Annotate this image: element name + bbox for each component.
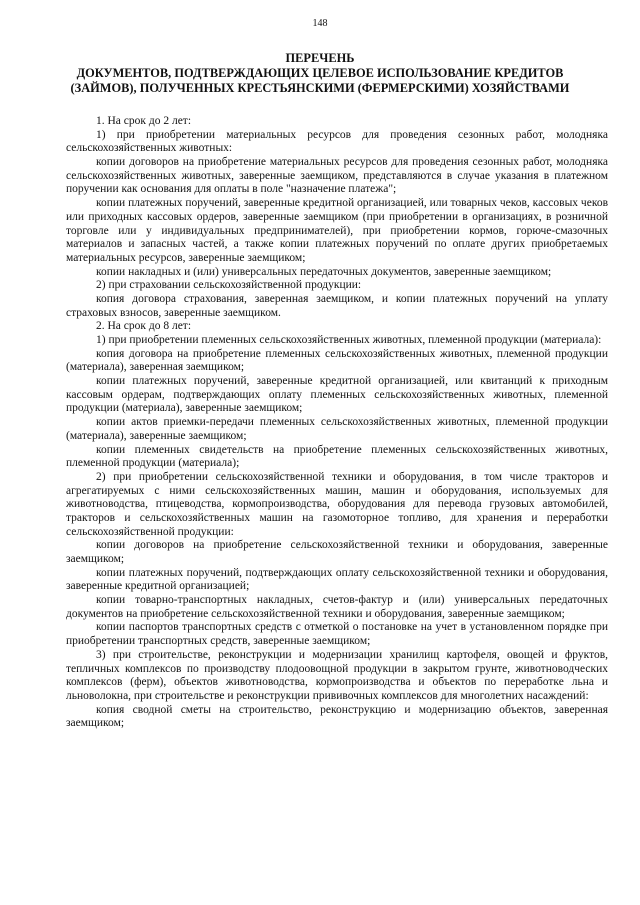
paragraph: копии паспортов транспортных средств с отметкой о постановке на учет в установленном порядке при приобретении транспортных средств, заверенные заемщиком; xyxy=(66,621,608,648)
paragraph: копии племенных свидетельств на приобретение племенных сельскохозяйственных животных, племенной продукции (материала); xyxy=(66,443,608,470)
paragraph: копии платежных поручений, заверенные кредитной организацией, или товарных чеков, кассовых чеков или приходных кассовых ордеров, заверенные заемщиком (при приобретении в организациях, в розничной торговле или у индивидуальных предпринимателей), при приобретении кормов, горюче-смазочных материалов и запасных частей, а также копии платежных поручений по оплате других приобретаемых материальных ресурсов, заверенные заемщиком; xyxy=(66,197,608,264)
document-title xyxy=(34,51,606,96)
paragraph: копии накладных и (или) универсальных передаточных документов, заверенные заемщиком; xyxy=(96,265,552,278)
paragraph: 2. На срок до 8 лет: xyxy=(96,320,192,333)
paragraph: копии актов приемки-передачи племенных сельскохозяйственных животных, племенной продукции (материала), заверенные заемщиком; xyxy=(66,416,608,442)
paragraph: 2) при приобретении сельскохозяйственной техники и оборудования, в том числе тракторов и агрегатируемых с ними сельскохозяйственных машин, машин и оборудования, используемых для животноводства, птицеводства, кормопроизводства, оборудования для перевода грузовых автомобилей, тракторов и сельскохозяйственных машин на газомоторное топливо, для хранения и переработки сельскохозяйственной продукции: xyxy=(66,470,608,538)
paragraph: 3) при строительстве, реконструкции и модернизации хранилищ картофеля, овощей и фруктов, тепличных комплексов по производству плодоовощной продукции в закрытом грунте, животноводческих комплексов (ферм), объектов животноводства, кормопроизводства и объектов по переработке льна и льноволокна, при строительстве и реконструкции прививочных комплексов для многолетних насаждений: xyxy=(66,648,608,702)
title-line-1: ПЕРЕЧЕНЬ xyxy=(285,51,355,65)
paragraph: копии товарно-транспортных накладных, счетов-фактур и (или) универсальных передаточных документов на приобретение сельскохозяйственной техники и оборудования, заверенные заемщиком; xyxy=(66,594,608,620)
paragraph: копия договора страхования, заверенная заемщиком, и копии платежных поручений на уплату страховых взносов, заверенные заемщиком. xyxy=(66,292,608,319)
paragraph: 1) при приобретении материальных ресурсов для проведения сезонных работ, молодняка сельскохозяйственных животных: xyxy=(66,128,608,155)
paragraph: копии платежных поручений, подтверждающих оплату сельскохозяйственной техники и оборудования, заверенные кредитной организацией; xyxy=(66,566,608,593)
paragraph: 1. На срок до 2 лет: xyxy=(96,115,192,127)
paragraph: копии платежных поручений, заверенные кредитной организацией, или квитанций к приходным кассовым ордерам, подтверждающих оплату племенных сельскохозяйственных животных, племенной продукции (материала), заверенные заемщиком; xyxy=(66,375,608,415)
document-body xyxy=(66,115,608,731)
paragraph: копия договора на приобретение племенных сельскохозяйственных животных, племенной продукции (материала), заверенная заемщиком; xyxy=(66,347,608,374)
page-number: 148 xyxy=(312,18,328,29)
paragraph: копии договоров на приобретение материальных ресурсов для проведения сезонных работ, молодняка сельскохозяйственных животных, заверенные заемщиком, представляются в случае указания в платежном поручении как основания для оплаты в поле "назначение платежа"; xyxy=(66,156,608,196)
paragraph: 2) при страховании сельскохозяйственной продукции: xyxy=(96,279,362,292)
title-line-2: ДОКУМЕНТОВ, ПОДТВЕРЖДАЮЩИХ ЦЕЛЕВОЕ ИСПОЛЬЗОВАНИЕ КРЕДИТОВ xyxy=(76,66,564,80)
paragraph: копии договоров на приобретение сельскохозяйственной техники и оборудования, заверенные заемщиком; xyxy=(66,539,608,565)
paragraph: копия сводной сметы на строительство, реконструкцию и модернизацию объектов, заверенная заемщиком; xyxy=(66,703,608,730)
title-line-3: (ЗАЙМОВ), ПОЛУЧЕННЫХ КРЕСТЬЯНСКИМИ (ФЕРМЕРСКИМИ) ХОЗЯЙСТВАМИ xyxy=(70,81,570,95)
paragraph: 1) при приобретении племенных сельскохозяйственных животных, племенной продукции (материала): xyxy=(96,334,602,346)
